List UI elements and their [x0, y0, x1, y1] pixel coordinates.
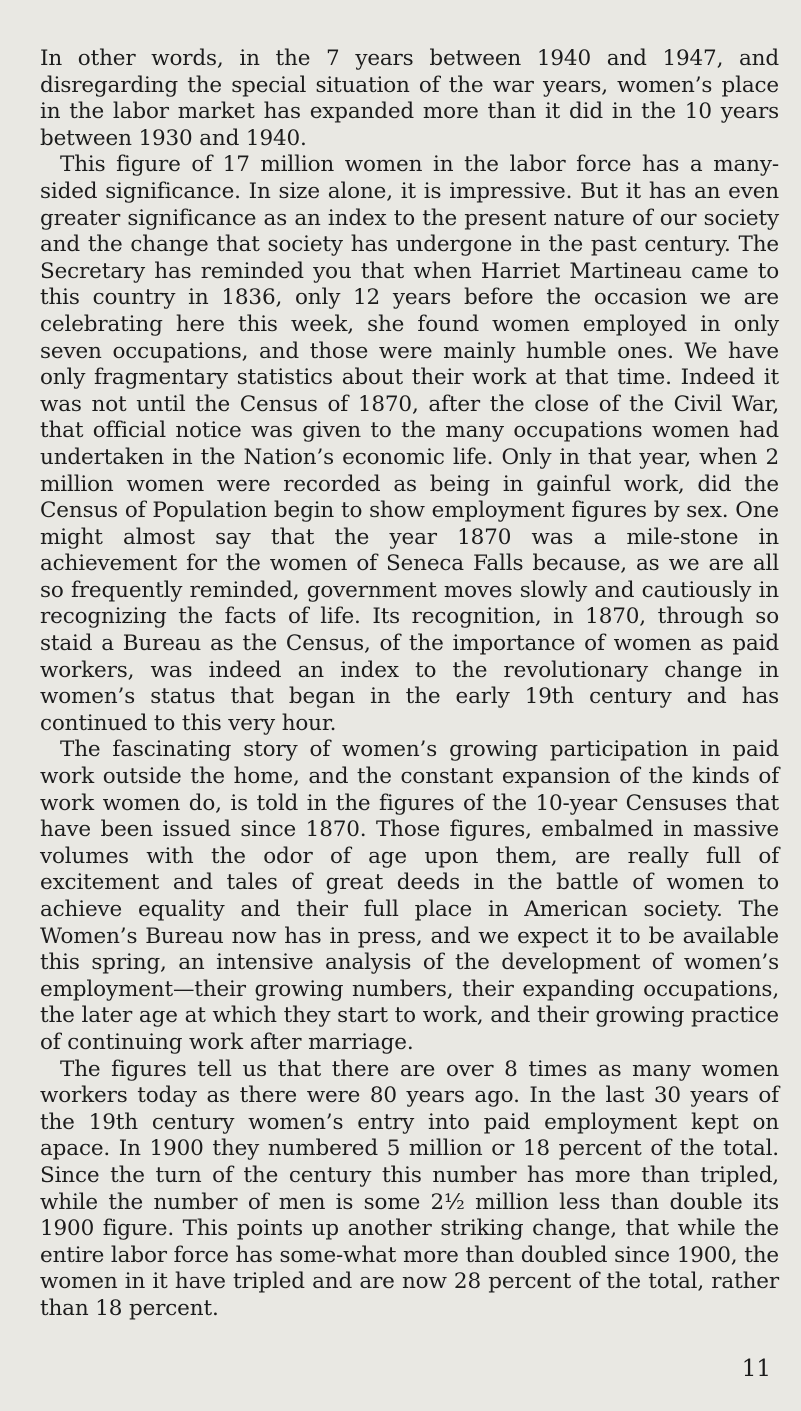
body-text: [40, 46, 779, 1323]
paragraph-4: The figures tell us that there are over 8 times as many women workers today as there were 80 years ago. In the last 30 years of the 19th century women’s entry into paid employment kept on apace. In 1900 they numbered 5 million or 18 percent of the total. Since the turn of the century this number has more than tripled, while the number of men is some 2½ million less than double its 1900 figure. This points up another striking change, that while the entire labor force has some-what more than doubled since 1900, the women in it have tripled and are now 28 percent of the total, rather than 18 percent.: [40, 1056, 779, 1321]
paragraph-2: This figure of 17 million women in the labor force has a many-sided significance. In size alone, it is impressive. But it has an even greater significance as an index to the present nature of our society and the change that society has undergone in the past century. The Secretary has reminded you that when Harriet Martineau came to this country in 1836, only 12 years before the occasion we are celebrating here this week, she found women employed in only seven occupations, and those were mainly humble ones. We have only fragmentary statistics about their work at that time. Indeed it was not until the Census of 1870, after the close of the Civil War, that official notice was given to the many occupations women had undertaken in the Nation’s economic life. Only in that year, when 2 million women were recorded as being in gainful work, did the Census of Population begin to show employment figures by sex. One might almost say that the year 1870 was a mile-stone in achievement for the women of Seneca Falls because, as we are all so frequently reminded, government moves slowly and cautiously in recognizing the facts of life. Its recognition, in 1870, through so staid a Bureau as the Census, of the importance of women as paid workers, was indeed an index to the revolutionary change in women’s status that began in the early 19th century and has continued to this very hour.: [40, 152, 779, 736]
page-number: 11: [741, 1356, 771, 1382]
paragraph-1: In other words, in the 7 years between 1940 and 1947, and disregarding the special situation of the war years, women’s place in the labor market has expanded more than it did in the 10 years between 1930 and 1940.: [40, 46, 779, 151]
paragraph-3: The fascinating story of women’s growing participation in paid work outside the home, and the constant expansion of the kinds of work women do, is told in the figures of the 10-year Censuses that have been issued since 1870. Those figures, embalmed in massive volumes with the odor of age upon them, are really full of excitement and tales of great deeds in the battle of women to achieve equality and their full place in American society. The Women’s Bureau now has in press, and we expect it to be available this spring, an intensive analysis of the development of women’s employment—their growing numbers, their expanding occupations, the later age at which they start to work, and their growing practice of continuing work after marriage.: [40, 737, 779, 1055]
